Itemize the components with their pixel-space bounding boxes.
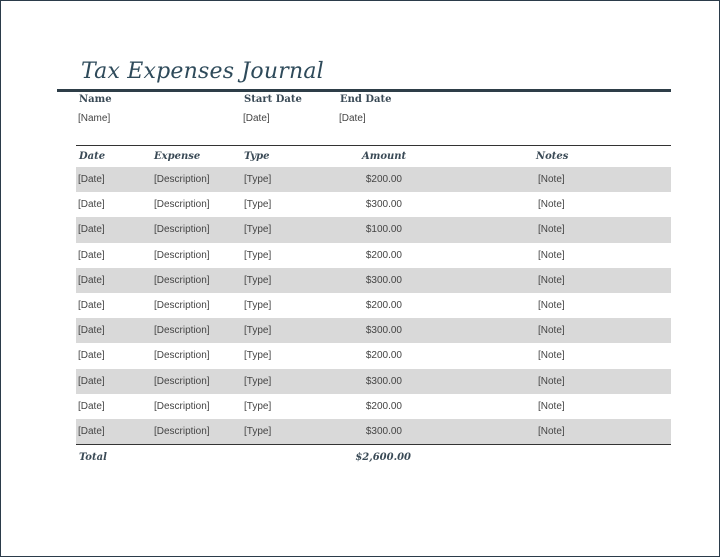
cell-amount[interactable]: $300.00 <box>365 325 402 337</box>
cell-date[interactable]: [Date] <box>78 274 105 286</box>
start-date-value[interactable]: [Date] <box>243 113 270 124</box>
cell-notes[interactable]: [Note] <box>538 299 565 311</box>
cell-notes[interactable]: [Note] <box>538 224 565 236</box>
cell-amount[interactable]: $100.00 <box>365 224 402 236</box>
table-row <box>76 167 671 192</box>
table-row <box>76 293 671 318</box>
table-row <box>76 419 671 444</box>
end-date-value[interactable]: [Date] <box>339 113 366 124</box>
column-header-amount: Amount <box>362 151 407 162</box>
start-date-label: Start Date <box>244 94 302 105</box>
cell-notes[interactable]: [Note] <box>538 274 565 286</box>
cell-notes[interactable]: [Note] <box>538 325 565 337</box>
cell-notes[interactable]: [Note] <box>538 174 565 185</box>
cell-notes[interactable]: [Note] <box>538 249 565 261</box>
column-header-type: Type <box>244 151 270 162</box>
cell-type[interactable]: [Type] <box>244 199 272 211</box>
table-row <box>76 394 671 419</box>
table-row <box>76 243 671 268</box>
cell-date[interactable]: [Date] <box>78 174 105 185</box>
cell-date[interactable]: [Date] <box>78 224 105 236</box>
table-row <box>76 192 671 217</box>
cell-type[interactable]: [Type] <box>244 375 272 387</box>
cell-type[interactable]: [Type] <box>244 299 272 311</box>
cell-expense[interactable]: [Description] <box>154 400 210 412</box>
cell-date[interactable]: [Date] <box>78 299 105 311</box>
cell-date[interactable]: [Date] <box>78 425 105 437</box>
table-row <box>76 343 671 368</box>
cell-expense[interactable]: [Description] <box>154 174 210 185</box>
cell-notes[interactable]: [Note] <box>538 350 565 362</box>
cell-type[interactable]: [Type] <box>244 325 272 337</box>
title-divider <box>57 89 671 92</box>
cell-amount[interactable]: $300.00 <box>365 425 402 437</box>
cell-notes[interactable]: [Note] <box>538 375 565 387</box>
end-date-label: End Date <box>340 94 392 105</box>
name-label: Name <box>79 94 112 105</box>
table-row <box>76 318 671 343</box>
cell-expense[interactable]: [Description] <box>154 274 210 286</box>
total-divider <box>76 444 671 445</box>
cell-expense[interactable]: [Description] <box>154 375 210 387</box>
cell-notes[interactable]: [Note] <box>538 425 565 437</box>
cell-type[interactable]: [Type] <box>244 174 272 185</box>
cell-type[interactable]: [Type] <box>244 274 272 286</box>
cell-expense[interactable]: [Description] <box>154 350 210 362</box>
cell-type[interactable]: [Type] <box>244 350 272 362</box>
header-divider <box>76 145 671 146</box>
cell-expense[interactable]: [Description] <box>154 224 210 236</box>
cell-amount[interactable]: $200.00 <box>365 350 402 362</box>
cell-expense[interactable]: [Description] <box>154 325 210 337</box>
total-label: Total <box>79 452 107 463</box>
cell-date[interactable]: [Date] <box>78 350 105 362</box>
cell-date[interactable]: [Date] <box>78 199 105 211</box>
cell-amount[interactable]: $300.00 <box>365 199 402 211</box>
table-row <box>76 217 671 242</box>
cell-type[interactable]: [Type] <box>244 400 272 412</box>
cell-type[interactable]: [Type] <box>244 224 272 236</box>
column-header-date: Date <box>79 151 106 162</box>
cell-expense[interactable]: [Description] <box>154 299 210 311</box>
cell-amount[interactable]: $200.00 <box>365 400 402 412</box>
cell-type[interactable]: [Type] <box>244 425 272 437</box>
column-header-notes: Notes <box>536 151 569 162</box>
column-header-expense: Expense <box>154 151 201 162</box>
cell-amount[interactable]: $300.00 <box>365 375 402 387</box>
cell-date[interactable]: [Date] <box>78 375 105 387</box>
total-value: $2,600.00 <box>355 452 411 463</box>
cell-amount[interactable]: $300.00 <box>365 274 402 286</box>
cell-date[interactable]: [Date] <box>78 249 105 261</box>
cell-expense[interactable]: [Description] <box>154 249 210 261</box>
name-value[interactable]: [Name] <box>78 113 111 124</box>
cell-amount[interactable]: $200.00 <box>365 174 402 185</box>
page-title: Tax Expenses Journal <box>81 59 324 84</box>
cell-notes[interactable]: [Note] <box>538 400 565 412</box>
cell-amount[interactable]: $200.00 <box>365 299 402 311</box>
cell-date[interactable]: [Date] <box>78 325 105 337</box>
cell-expense[interactable]: [Description] <box>154 199 210 211</box>
cell-date[interactable]: [Date] <box>78 400 105 412</box>
cell-expense[interactable]: [Description] <box>154 425 210 437</box>
table-row <box>76 369 671 394</box>
expenses-table <box>76 167 671 444</box>
cell-amount[interactable]: $200.00 <box>365 249 402 261</box>
cell-notes[interactable]: [Note] <box>538 199 565 211</box>
cell-type[interactable]: [Type] <box>244 249 272 261</box>
table-row <box>76 268 671 293</box>
